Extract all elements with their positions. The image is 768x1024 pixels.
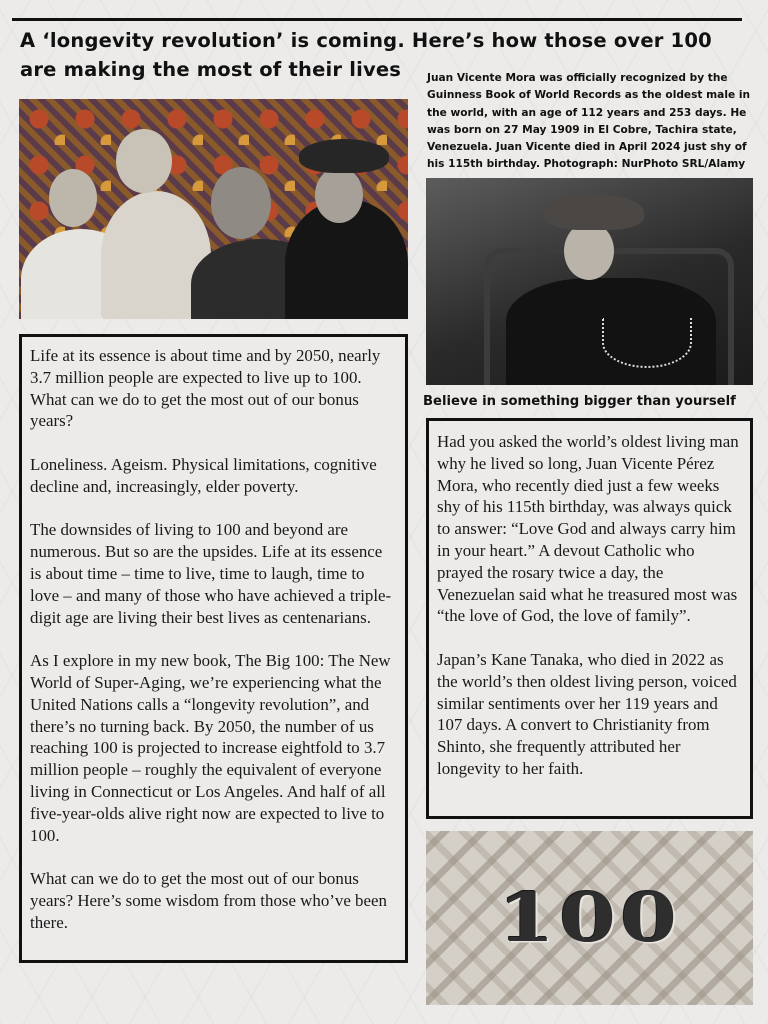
intro-text-box [19, 334, 408, 963]
paragraph: The downsides of living to 100 and beyond are numerous. But so are the upsides. Life at its essence is about time – time to live, time to laugh, time to love – and many of those who have achieved a triple-digit age are living their best lives as centenarians. [30, 520, 392, 627]
paragraph: What can we do to get the most out of our bonus years? Here’s some wisdom from those who’ve been there. [30, 869, 387, 932]
man-head [564, 222, 614, 280]
paragraph: Life at its essence is about time and by 2050, nearly 3.7 million people are expected to live up to 100. What can we do to get the most out of our bonus years? [30, 346, 381, 431]
top-rule [12, 18, 742, 21]
photo-caption: Juan Vicente Mora was officially recognized by the Guinness Book of World Records as the oldest male in the world, with an age of 112 years and 253 days. He was born on 27 May 1909 in El Cobre, Tachira state, Venezuela. Juan Vicente died in April 2024 just shy of his 115th birthday. Photograph: NurPhoto SRL/Alamy [427, 72, 751, 171]
centenarians-collage-photo [19, 99, 408, 319]
paragraph: As I explore in my new book, The Big 100: The New World of Super-Aging, we’re experiencing what the United Nations calls a “longevity revolution”, and there’s no turning back. By 2050, the number of us reaching 100 is projected to increase eightfold to 3.7 million people – roughly the equivalent of everyone living in Connecticut or Los Angeles. And half of all five-year-olds alive right now are expected to live to 100. [30, 651, 391, 845]
figure-man-hat-hat [299, 139, 389, 173]
faith-text-box [426, 418, 753, 819]
man-hat [544, 194, 644, 230]
paragraph: Japan’s Kane Tanaka, who died in 2022 as the world’s then oldest living person, voiced similar sentiments over her 119 years and 107 days. A convert to Christianity from Shinto, she frequently attributed her longevity to her faith. [437, 649, 737, 778]
figure-man-hat-head [315, 167, 363, 223]
paragraph: Loneliness. Ageism. Physical limitations, cognitive decline and, increasingly, elder poverty. [30, 454, 377, 496]
number-100-graphic: 100 [497, 878, 682, 958]
rosary-beads [602, 318, 692, 368]
figure-man-white-coat-head [49, 169, 97, 227]
figure-woman-necklace-head [211, 167, 271, 239]
decorative-100-tile [426, 831, 753, 1005]
juan-vicente-mora-photo [426, 178, 753, 385]
article-headline: A ‘longevity revolution’ is coming. Here’s how those over 100 are making the most of their lives [20, 29, 712, 81]
paragraph: Had you asked the world’s oldest living man why he lived so long, Juan Vicente Pérez Mora, who recently died just a few weeks shy of his 115th birthday, was always quick to answer: “Love God and always carry him in your heart.” A devout Catholic who prayed the rosary twice a day, the Venezuelan said what he treasured most was “the love of God, the love of family”. [437, 432, 739, 626]
figure-woman-kimono-head [116, 129, 172, 193]
section-subhead: Believe in something bigger than yourself [423, 394, 736, 409]
